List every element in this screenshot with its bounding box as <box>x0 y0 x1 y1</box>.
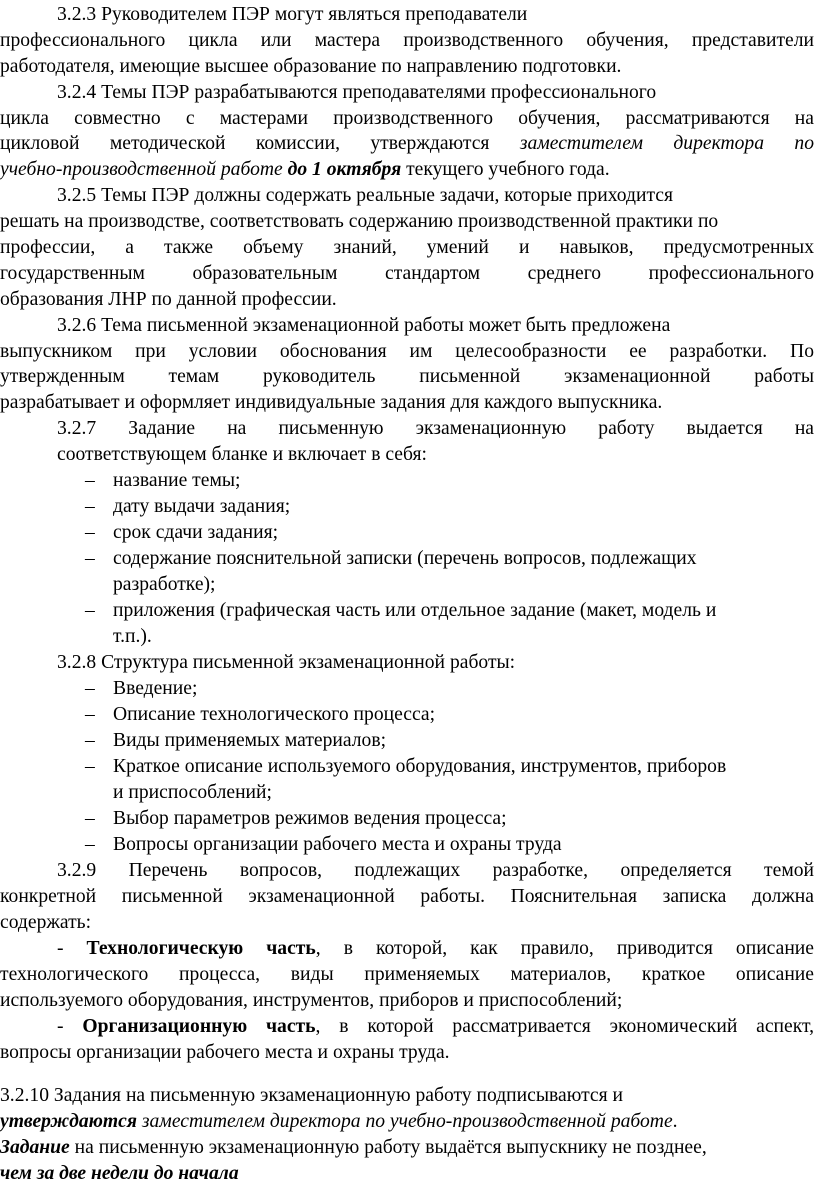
list-item-text: содержание пояснительной записки (перечень вопросов, подлежащих <box>113 548 697 569</box>
list-item <box>0 468 816 494</box>
list-item-text: т.п.). <box>113 626 152 647</box>
list-item <box>0 598 816 624</box>
para-3-2-9-line-2: конкретной письменной экзаменационной работы. Пояснительная записка должна <box>0 886 814 907</box>
technological-part-text: , в которой, как правило, приводится описание <box>315 938 814 959</box>
dash-marker: – <box>85 678 95 699</box>
para-3-2-4-line-1: 3.2.4 Темы ПЭР разрабатываются преподавателями профессионального <box>57 82 657 103</box>
para-3-2-5-line-4: государственным образовательным стандартом среднего профессионального <box>0 263 814 284</box>
para-3-2-6-line-4: разрабатывает и оформляет индивидуальные задания для каждого выпускника. <box>0 392 663 413</box>
para-3-2-6-line-3: утвержденным темам руководитель письменной экзаменационной работы <box>0 366 814 387</box>
list-item <box>0 546 816 572</box>
task-word: Задание <box>0 1137 70 1158</box>
para-3-2-10-line-3 <box>0 1135 707 1161</box>
para-3-2-10-line-2 <box>0 1109 678 1135</box>
bullet-dash: - <box>57 938 87 959</box>
dash-marker: – <box>85 808 95 829</box>
para-3-2-6-line-2: выпускником при условии обоснования им целесообразности ее разработки. По <box>0 341 814 362</box>
dash-marker: – <box>85 704 95 725</box>
task-text: на письменную экзаменационную работу выдаётся выпускнику не позднее, <box>69 1137 707 1158</box>
list-item <box>0 806 816 832</box>
para-3-2-4-italic: заместителем директора по <box>519 133 814 154</box>
para-3-2-4-tail: текущего учебного года. <box>401 159 610 180</box>
list-item-text: разработке); <box>113 574 216 595</box>
dash-marker: – <box>85 470 95 491</box>
para-3-2-10-line-1: 3.2.10 Задания на письменную экзаменационную работу подписываются и <box>0 1085 623 1106</box>
para-3-2-7-line-1: 3.2.7 Задание на письменную экзаменационную работу выдается на <box>57 418 814 439</box>
list-item-text: срок сдачи задания; <box>113 522 279 543</box>
list-item-text: Описание технологического процесса; <box>113 704 436 725</box>
dash-marker: – <box>85 834 95 855</box>
dash-marker: – <box>85 600 95 621</box>
list-item <box>0 520 816 546</box>
para-3-2-6-line-1: 3.2.6 Тема письменной экзаменационной работы может быть предложена <box>57 315 671 336</box>
list-item-text: Введение; <box>113 678 198 699</box>
para-3-2-4-deadline: до 1 октября <box>287 159 402 180</box>
para-3-2-5-line-2: решать на производстве, соответствовать содержанию производственной практики по <box>0 211 719 232</box>
list-item-text: приложения (графическая часть или отдельное задание (макет, модель и <box>113 600 717 621</box>
list-item-text: Виды применяемых материалов; <box>113 730 387 751</box>
para-3-2-4-line-2: цикла совместно с мастерами производственного обучения, рассматриваются на <box>0 108 814 129</box>
para-3-2-5-line-3: профессии, а также объему знаний, умений и навыков, предусмотренных <box>0 237 814 258</box>
para-3-2-8-line-1: 3.2.8 Структура письменной экзаменационной работы: <box>57 652 516 673</box>
approver-title: заместителем директора по учебно-производственной работе <box>136 1111 673 1132</box>
bullet-dash: - <box>57 1016 83 1037</box>
list-item-text: название темы; <box>113 470 241 491</box>
organizational-part-line-1 <box>57 1014 814 1040</box>
para-3-2-9-line-1: 3.2.9 Перечень вопросов, подлежащих разработке, определяется темой <box>57 860 814 881</box>
dash-marker: – <box>85 522 95 543</box>
para-3-2-3-line-3: работодателя, имеющие высшее образование по направлению подготовки. <box>0 56 622 77</box>
para-3-2-5-line-1: 3.2.5 Темы ПЭР должны содержать реальные задачи, которые приходится <box>57 185 673 206</box>
list-item-text: Вопросы организации рабочего места и охраны труда <box>113 834 562 855</box>
para-3-2-3-line-2: профессионального цикла или мастера производственного обучения, представители <box>0 30 814 51</box>
approved-word: утверждаются <box>0 1111 137 1132</box>
list-item <box>0 728 816 754</box>
para-3-2-4-line-4 <box>0 157 610 183</box>
list-item-text: Краткое описание используемого оборудования, инструментов, приборов <box>113 756 727 777</box>
para-3-2-7-line-2: соответствующем бланке и включает в себя: <box>57 444 427 465</box>
list-item-continuation <box>0 624 816 650</box>
organizational-part-label: Организационную часть <box>82 1016 316 1037</box>
list-item <box>0 832 816 858</box>
technological-part-line-1 <box>57 936 814 962</box>
list-item <box>0 702 816 728</box>
para-3-2-4-line-3 <box>0 131 814 157</box>
technological-part-label: Технологическую часть <box>86 938 316 959</box>
para-3-2-9-line-3: содержать: <box>0 912 92 933</box>
para-3-2-3-line-1: 3.2.3 Руководителем ПЭР могут являться преподаватели <box>57 4 528 25</box>
list-item-text: и приспособлений; <box>113 782 272 803</box>
technological-part-line-2: технологического процесса, виды применяемых материалов, краткое описание <box>0 964 814 985</box>
list-item-continuation <box>0 780 816 806</box>
para-3-2-5-line-5: образования ЛНР по данной профессии. <box>0 289 337 310</box>
organizational-part-line-2: вопросы организации рабочего места и охраны труда. <box>0 1042 450 1063</box>
para-3-2-4-text: цикловой методической комиссии, утверждаются <box>0 133 520 154</box>
list-item-text: дату выдачи задания; <box>113 496 291 517</box>
list-item <box>0 676 816 702</box>
dash-marker: – <box>85 730 95 751</box>
period: . <box>672 1111 678 1132</box>
dash-marker: – <box>85 496 95 517</box>
list-item-text: Выбор параметров режимов ведения процесса; <box>113 808 507 829</box>
list-item <box>0 754 816 780</box>
dash-marker: – <box>85 548 95 569</box>
list-item <box>0 494 816 520</box>
dash-marker: – <box>85 756 95 777</box>
organizational-part-text: , в которой рассматривается экономический аспект, <box>315 1016 814 1037</box>
para-3-2-4-italic-2: учебно-производственной работе <box>0 159 288 180</box>
para-3-2-10-line-4: чем за две недели до начала <box>0 1163 239 1184</box>
technological-part-line-3: используемого оборудования, инструментов, приборов и приспособлений; <box>0 990 623 1011</box>
list-item-continuation <box>0 572 816 598</box>
